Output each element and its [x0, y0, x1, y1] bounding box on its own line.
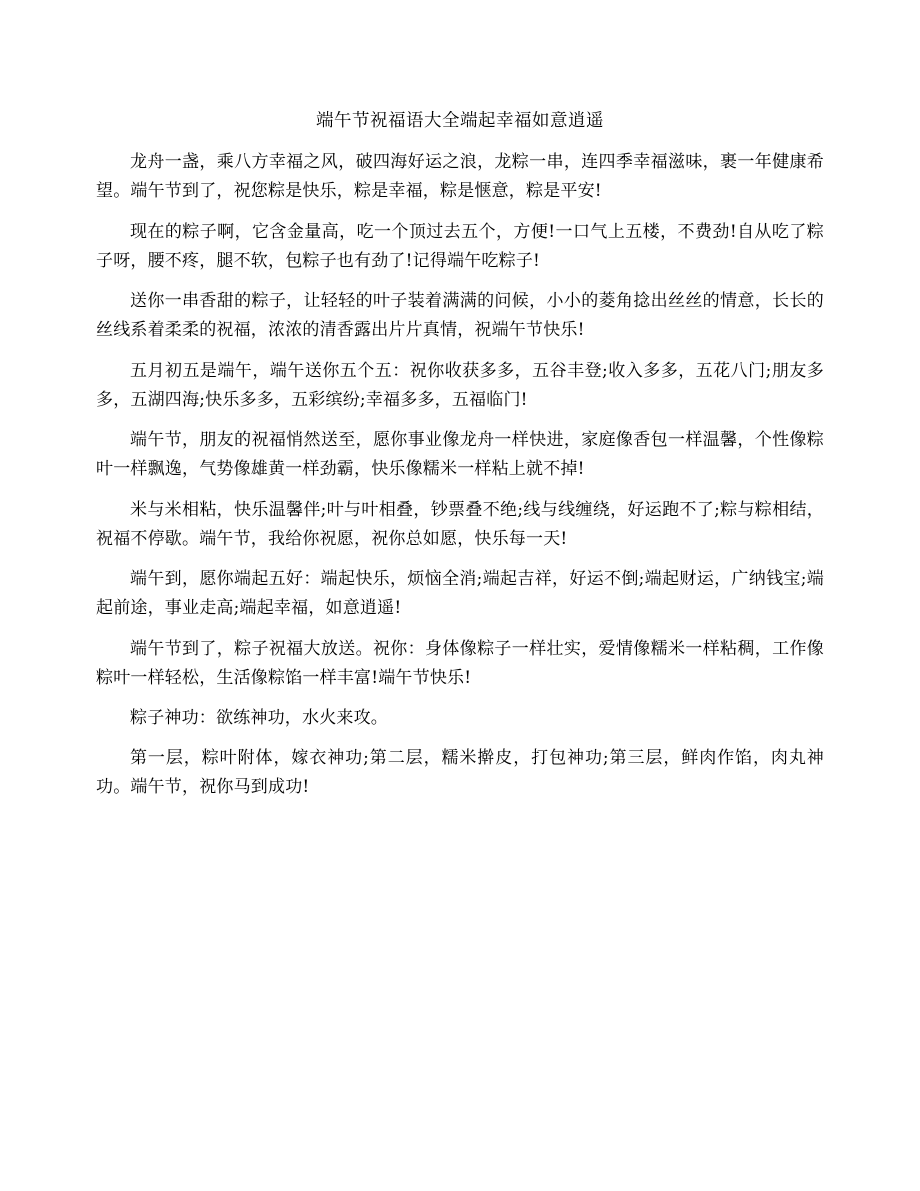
paragraph-6: 米与米相粘，快乐温馨伴;叶与叶相叠，钞票叠不绝;线与线缠绕，好运跑不了;粽与粽相结，祝福不停歇。端午节，我给你祝愿，祝你总如愿，快乐每一天! — [96, 499, 824, 549]
paragraph-5: 端午节，朋友的祝福悄然送至，愿你事业像龙舟一样快进，家庭像香包一样温馨，个性像粽叶一样飘逸，气势像雄黄一样劲霸，快乐像糯米一样粘上就不掉! — [96, 430, 824, 480]
paragraph-4: 五月初五是端午，端午送你五个五：祝你收获多多，五谷丰登;收入多多，五花八门;朋友多多，五湖四海;快乐多多，五彩缤纷;幸福多多，五福临门! — [96, 360, 824, 410]
paragraph-8: 端午节到了，粽子祝福大放送。祝你：身体像粽子一样壮实，爱情像糯米一样粘稠，工作像粽叶一样轻松，生活像粽馅一样丰富!端午节快乐! — [96, 638, 824, 688]
paragraph-7: 端午到，愿你端起五好：端起快乐，烦恼全消;端起吉祥，好运不倒;端起财运，广纳钱宝;端起前途，事业走高;端起幸福，如意逍遥! — [96, 569, 824, 619]
paragraph-1: 龙舟一盏，乘八方幸福之风，破四海好运之浪，龙粽一串，连四季幸福滋味，裹一年健康希望。端午节到了，祝您粽是快乐，粽是幸福，粽是惬意，粽是平安! — [96, 152, 824, 202]
paragraph-10: 第一层，粽叶附体，嫁衣神功;第二层，糯米擀皮，打包神功;第三层，鲜肉作馅，肉丸神功。端午节，祝你马到成功! — [96, 748, 824, 798]
paragraph-3: 送你一串香甜的粽子，让轻轻的叶子装着满满的问候，小小的菱角捻出丝丝的情意，长长的丝线系着柔柔的祝福，浓浓的清香露出片片真情，祝端午节快乐! — [96, 291, 824, 341]
paragraph-2: 现在的粽子啊，它含金量高，吃一个顶过去五个，方便!一口气上五楼，不费劲!自从吃了粽子呀，腰不疼，腿不软，包粽子也有劲了!记得端午吃粽子! — [96, 221, 824, 271]
page-title: 端午节祝福语大全端起幸福如意逍遥 — [316, 111, 604, 131]
paragraph-9: 粽子神功：欲练神功，水火来攻。 — [130, 708, 388, 728]
